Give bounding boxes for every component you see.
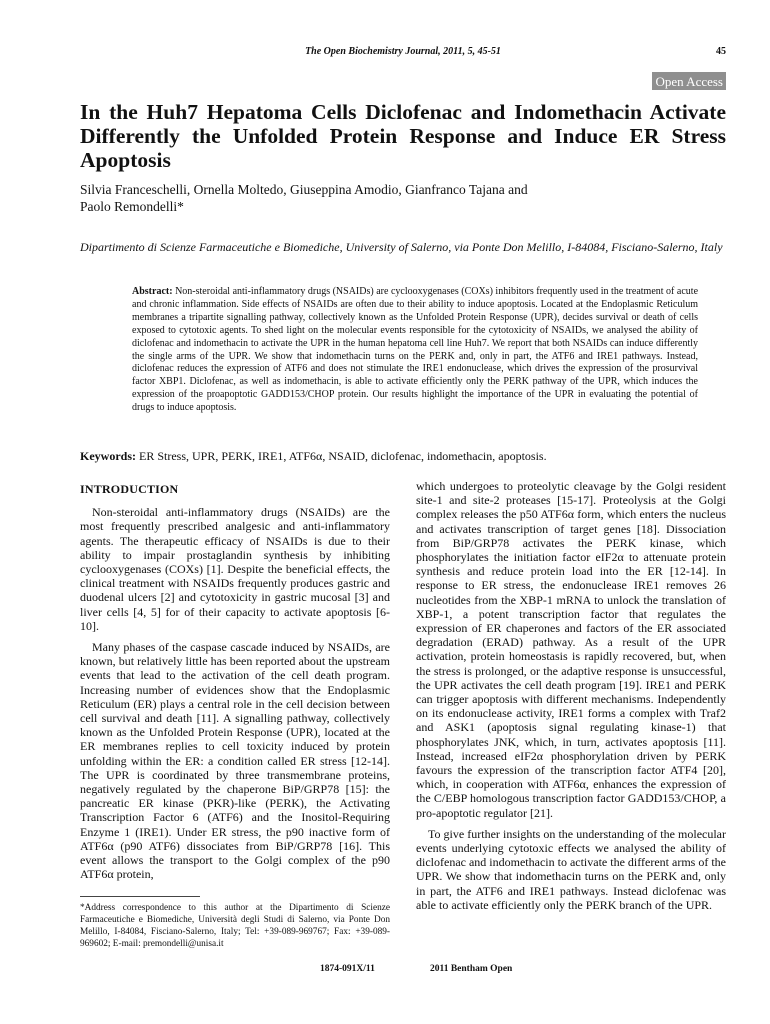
page-number: 45 [716, 46, 726, 57]
keywords-label: Keywords: [80, 449, 136, 463]
authors-line-1: Silvia Franceschelli, Ornella Moltedo, Giuseppina Amodio, Gianfranco Tajana and [80, 182, 528, 197]
footer-issn: 1874-091X/11 [320, 964, 375, 974]
intro-paragraph-2: Many phases of the caspase cascade induced by NSAIDs, are known, but relatively little has been reported about the upstream events that lead to the activation of the cell death program. Increasing number of evidences show that the Endoplasmic Reticulum (ER) plays a central role in the cell decision between cell survival and death [11]. A signalling pathway, collectively known as the Unfolded Protein Response (UPR), located at the ER membranes replies to cell toxicity induced by protein unfolding within the ER: a condition called ER stress [12-14]. The UPR is coordinated by three transmembrane proteins, negatively regulated by the chaperone BiP/GRP78 [15]: the pancreatic ER kinase (PKR)-like (PERK), the Activating Transcription Factor 6 (ATF6) and the Inositol-Requiring Enzyme 1 (IRE1). Under ER stress, the p90 inactive form of ATF6α (p90 ATF6) dissociates from BiP/GRP78 [16]. This event allows the transport to the Golgi complex of the p90 ATF6α protein, [80, 640, 390, 882]
affiliation: Dipartimento di Scienze Farmaceutiche e Biomediche, University of Salerno, via Ponte Don Melillo, I-84084, Fisciano-Salerno, Italy [80, 240, 723, 254]
intro-paragraph-4: To give further insights on the understanding of the molecular events underlying cytotoxic effects we analysed the ability of diclofenac and indomethacin to activate the different arms of the UPR. We show that indomethacin turns on the PERK and, only in part, the ATF6 and IRE1 pathways. Instead diclofenac was able to activate efficiently only the PERK branch of the UPR. [416, 826, 726, 912]
abstract-label: Abstract: [132, 286, 173, 297]
correspondence-footnote: *Address correspondence to this author at the Dipartimento di Scienze Farmaceutiche e Biomediche, Università degli Studi di Salerno, via Ponte Don Melillo, I-84084, Fisciano-Salerno, Italy; Tel: +39-089-969767; Fax: +39-089-969602; E-mail: premondelli@unisa.it [80, 903, 390, 949]
running-header [80, 46, 726, 60]
left-column [80, 482, 390, 881]
keywords [80, 449, 726, 464]
article-title: In the Huh7 Hepatoma Cells Diclofenac and Indomethacin Activate Differently the Unfolded Protein Response and Induce ER Stress Apoptosis [80, 100, 726, 172]
footnote-divider [80, 896, 200, 897]
abstract-text: Non-steroidal anti-inflammatory drugs (NSAIDs) are cyclooxygenases (COXs) inhibitors frequently used in the treatment of acute and chronic inflammation. Side effects of NSAIDs are often due to their ability to induce apoptosis. Located at the Endoplasmic Reticulum membranes a tripartite signalling pathway, collectively known as the Unfolded Protein Response (UPR), decides survival or death of cells exposed to cytotoxic agents. To shed light on the molecular events responsible for the cytotoxicity of NSAIDs, we analysed the ability of diclofenac and indomethacin to activate the UPR in the human hepatoma cell line Huh7. We report that both NSAIDs can induce differently the single arms of the UPR. We show that indomethacin turns on the PERK and, only in part, the ATF6 and IRE1 pathways. Instead, diclofenac reduces the expression of ATF6 and does not stimulate the IRE1 endonuclease, which drives the expression of the prosurvival factor XBP1. Diclofenac, as well as indomethacin, is able to activate efficiently only the PERK pathway of the UPR, which induces the expression of the proapoptotic GADD153/CHOP protein. Our results highlight the importance of the UPR in evaluating the potential of drugs to induce apoptosis. [132, 286, 699, 414]
intro-paragraph-1: Non-steroidal anti-inflammatory drugs (NSAIDs) are the most frequently prescribed analgesic and anti-inflammatory agents. The therapeutic efficacy of NSAIDs is due to their ability to impair prostaglandin synthesis by inhibiting cyclooxygenases (COXs) [1]. Despite the beneficial effects, the clinical treatment with NSAIDs frequently produces gastric and duodenal ulcers [2] and cytotoxicity in gastric mucosal [3] and liver cells [4, 5] for of their capacity to activate apoptosis [6-10]. [80, 505, 390, 633]
intro-paragraph-3: which undergoes to proteolytic cleavage by the Golgi resident site-1 and site-2 proteases [15-17]. Proteolysis at the Golgi complex releases the p50 ATF6α form, which enters the nucleus and activates transcription of target genes [18]. Dissociation from BiP/GRP78 activates the PERK kinase, which phosphorylates the initiation factor eIF2α to attenuate protein synthesis and reduce protein load into the ER [12-14]. In response to ER stress, the endonuclease IRE1 removes 26 nucleotides from the XBP-1 mRNA to unlock the translation of XBP-1, a potent transcription factor that regulates the expression of ER chaperones and factors of the ER associated degradation (ERAD) pathway. As a result of the UPR activation, protein homeostasis is rapidly recovered, but, when the stress is prolonged, or the adaptive response is unsuccessful, the UPR activates the cell death program [19]. IRE1 and PERK can trigger apoptosis with different mechanisms. Independently on its endonuclease activity, IRE1 forms a complex with Traf2 and ASK1 (apoptosis signal regulating kinase-1) that phosphorylates JNK, which, in turn, activates apoptosis [11]. Instead, increased eIF2α phosphorylation driven by PERK favours the expression of the transcription factor ATF4 [20], which, in cooperation with ATF6α, enhances the expression of the C/EBP homologous transcription factor GADD153/CHOP, a pro-apoptotic regulator [21]. [416, 479, 726, 820]
keywords-text: ER Stress, UPR, PERK, IRE1, ATF6α, NSAID, diclofenac, indomethacin, apoptosis. [139, 449, 547, 463]
journal-citation: The Open Biochemistry Journal, 2011, 5, 45-51 [305, 46, 501, 57]
footer-publisher: 2011 Bentham Open [430, 964, 513, 974]
authors-line-2: Paolo Remondelli* [80, 199, 184, 214]
section-heading-introduction: INTRODUCTION [80, 482, 179, 496]
right-column [416, 479, 726, 912]
author-list [80, 181, 650, 215]
open-access-badge: Open Access [652, 72, 726, 90]
abstract [132, 286, 698, 415]
